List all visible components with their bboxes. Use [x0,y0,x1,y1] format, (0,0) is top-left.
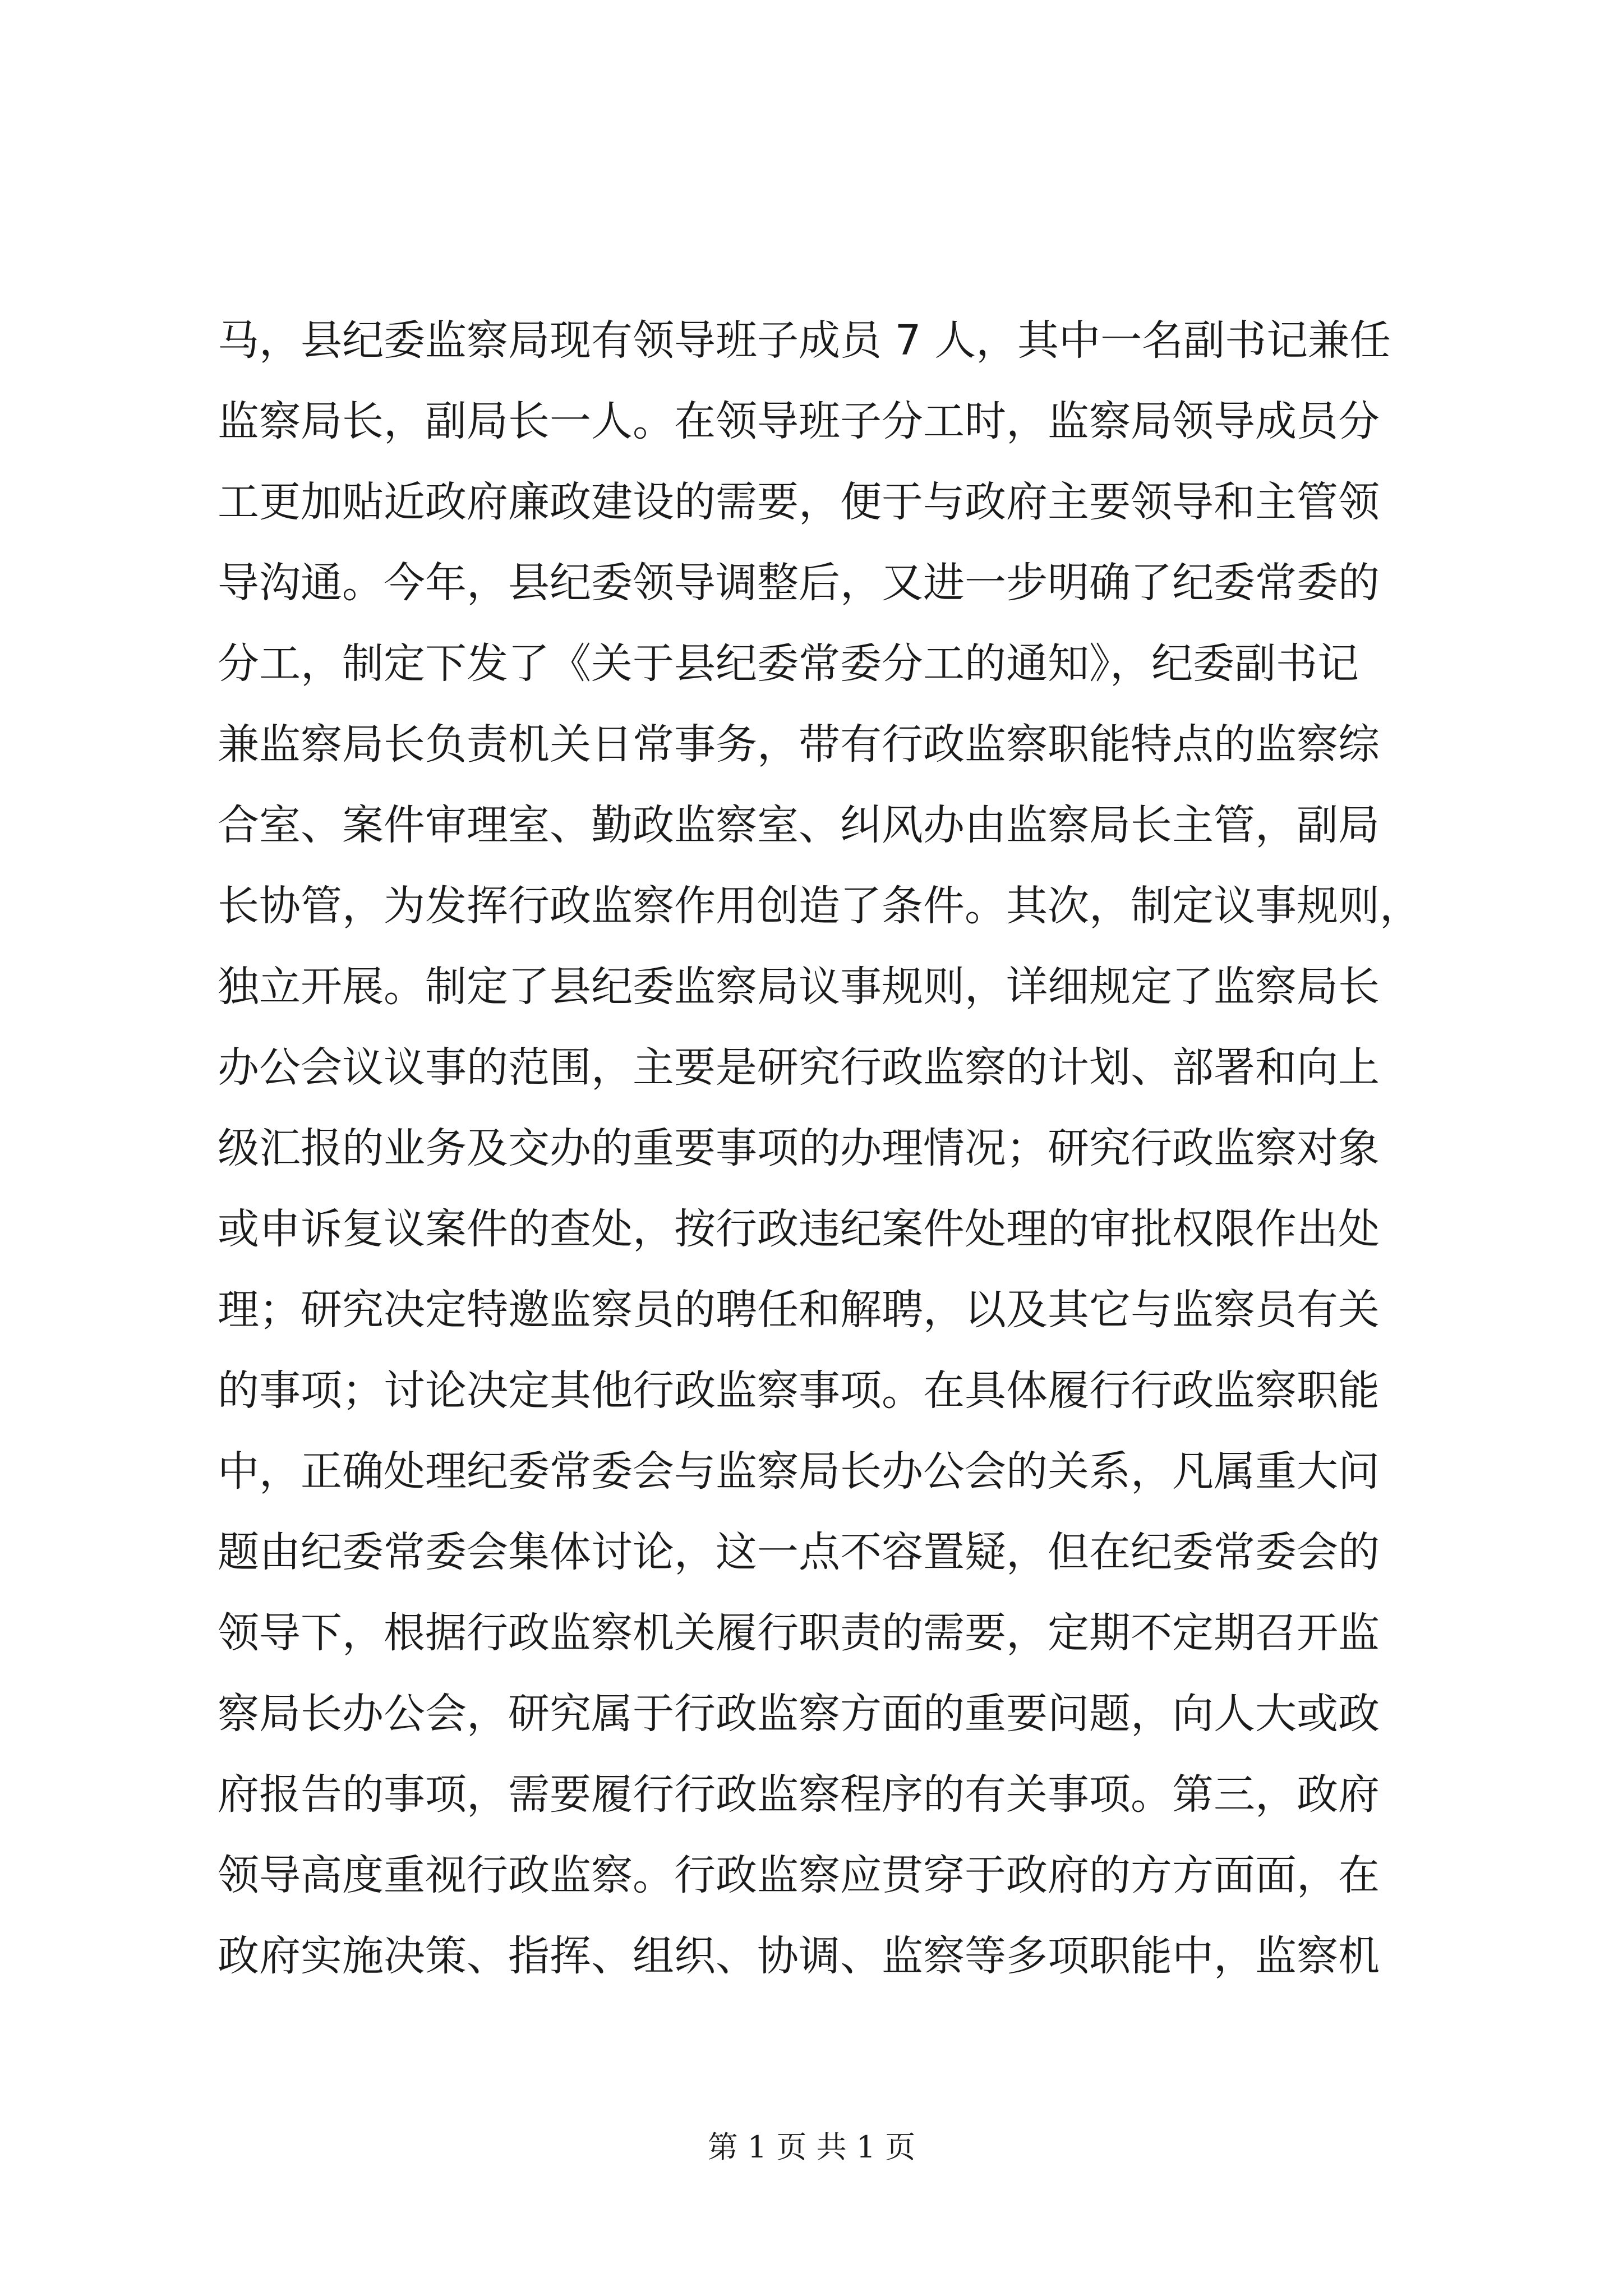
text-line-19: 府报告的事项，需要履行行政监察程序的有关事项。第三，政府 [218,1770,1380,1819]
text-line-1: 马，县纪委监察局现有领导班子成员 7 人，其中一名副书记兼任 [218,316,1391,365]
text-line-5: 分工，制定下发了《关于县纪委常委分工的通知》，纪委副书记 [218,639,1359,688]
text-line-4: 导沟通。今年，县纪委领导调整后，又进一步明确了纪委常委的 [218,559,1380,607]
text-line-13: 理；研究决定特邀监察员的聘任和解聘，以及其它与监察员有关 [218,1286,1380,1334]
text-line-18: 察局长办公会，研究属于行政监察方面的重要问题，向人大或政 [218,1690,1380,1738]
text-line-2: 监察局长，副局长一人。在领导班子分工时，监察局领导成员分 [218,397,1380,445]
text-line-16: 题由纪委常委会集体讨论，这一点不容置疑，但在纪委常委会的 [218,1528,1380,1576]
text-line-17: 领导下，根据行政监察机关履行职责的需要，定期不定期召开监 [218,1609,1380,1657]
body-text [218,300,1437,1996]
text-line-12: 或申诉复议案件的查处，按行政违纪案件处理的审批权限作出处 [218,1205,1380,1253]
text-line-11: 级汇报的业务及交办的重要事项的办理情况；研究行政监察对象 [218,1124,1380,1172]
text-line-7: 合室、案件审理室、勤政监察室、纠风办由监察局长主管，副局 [218,801,1380,849]
page-footer: 第 1 页 共 1 页 [707,2129,916,2165]
text-line-8: 长协管，为发挥行政监察作用创造了条件。其次，制定议事规则， [218,882,1421,930]
text-line-10: 办公会议议事的范围，主要是研究行政监察的计划、部署和向上 [218,1043,1380,1092]
text-line-14: 的事项；讨论决定其他行政监察事项。在具体履行行政监察职能 [218,1366,1380,1415]
text-line-15: 中，正确处理纪委常委会与监察局长办公会的关系，凡属重大问 [218,1447,1380,1496]
text-line-3: 工更加贴近政府廉政建设的需要，便于与政府主要领导和主管领 [218,478,1380,526]
text-line-9: 独立开展。制定了县纪委监察局议事规则，详细规定了监察局长 [218,963,1380,1011]
text-line-20: 领导高度重视行政监察。行政监察应贯穿于政府的方方面面，在 [218,1851,1380,1899]
text-line-6: 兼监察局长负责机关日常事务，带有行政监察职能特点的监察综 [218,720,1380,769]
text-line-21: 政府实施决策、指挥、组织、协调、监察等多项职能中，监察机 [218,1932,1380,1980]
